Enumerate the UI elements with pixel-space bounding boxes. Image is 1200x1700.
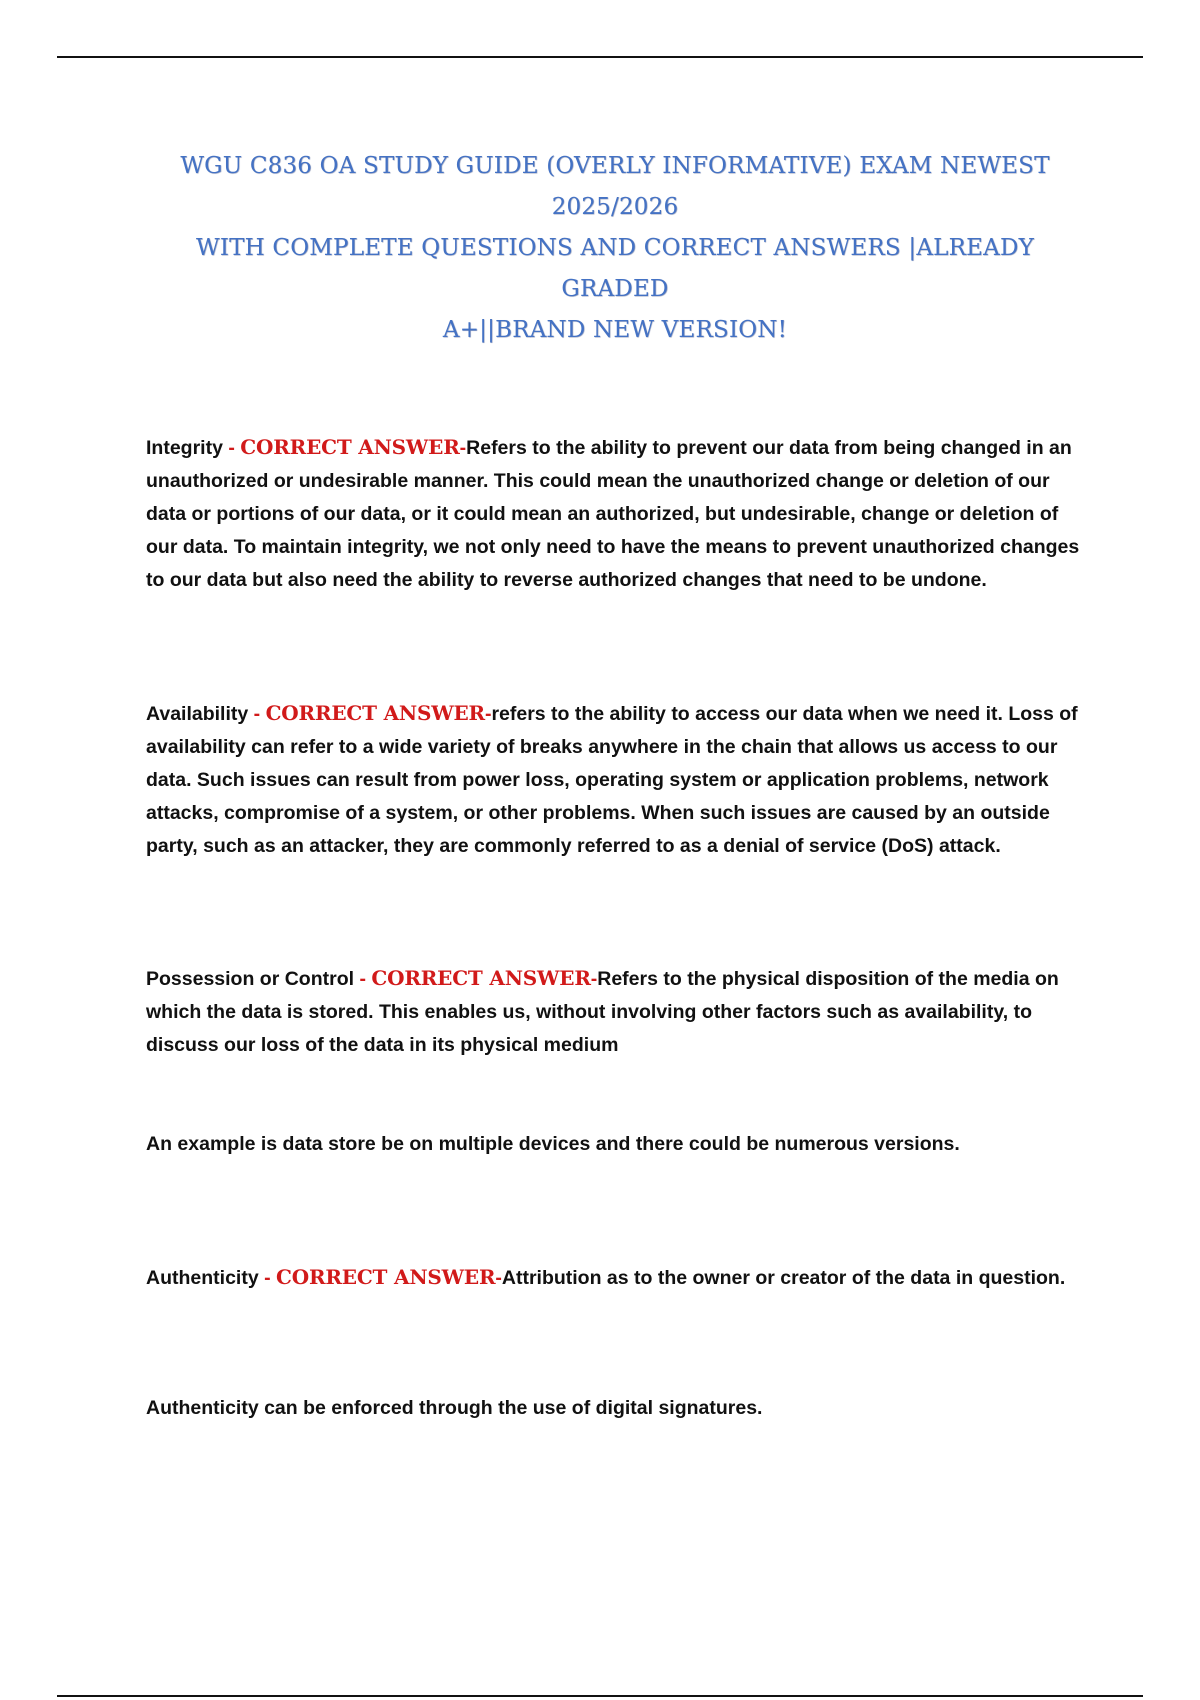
entry-definition: refers to the ability to access our data when we need it. Loss of availability can refer to a wide variety of breaks anywhere in the chain that allows us access to our data. Such issues can result from power loss, operating system or application problems, network attacks, compromise of a system, or other problems. When such issues are caused by an outside party, such as an attacker, they are commonly referred to as a denial of service (DoS) attack. xyxy=(146,703,1078,857)
answer-dash: - xyxy=(484,703,492,725)
entry-possession-or-control xyxy=(146,962,1086,1062)
entry-separator: - xyxy=(222,437,241,459)
entry-definition: Refers to the physical disposition of the media on which the data is stored. This enables us, without involving other factors such as availability, to discuss our loss of the data in its physical medium xyxy=(146,968,1059,1056)
note-authenticity: Authenticity can be enforced through the use of digital signatures. xyxy=(146,1397,763,1419)
entry-separator: - xyxy=(258,1267,277,1289)
correct-answer-tag: CORRECT ANSWER xyxy=(276,1265,496,1289)
entry-term: Integrity xyxy=(146,437,223,459)
answer-dash: - xyxy=(495,1267,502,1289)
entry-separator: - xyxy=(354,968,372,990)
entry-term: Availability xyxy=(146,703,249,725)
entry-definition: Refers to the ability to prevent our data from being changed in an unauthorized or undesirable manner. This could mean the unauthorized change or deletion of our data or portions of our data, or it could mean an authorized, but undesirable, change or deletion of our data. To maintain integrity, we not only need to have the means to prevent unauthorized changes to our data but also need the ability to reverse authorized changes that need to be undone. xyxy=(146,437,1080,591)
entry-term: Possession or Control xyxy=(146,968,355,990)
top-rule xyxy=(57,56,1143,58)
entry-separator: - xyxy=(248,703,266,725)
correct-answer-tag: CORRECT ANSWER xyxy=(240,435,460,459)
title-line-1: WGU C836 OA STUDY GUIDE (OVERLY INFORMATIVE) EXAM NEWEST 2025/2026 xyxy=(180,153,1050,220)
answer-dash: - xyxy=(459,437,467,459)
entry-term: Authenticity xyxy=(146,1267,259,1289)
bottom-rule xyxy=(57,1695,1143,1697)
answer-dash: - xyxy=(590,968,598,990)
entry-availability xyxy=(146,697,1086,863)
note-example: An example is data store be on multiple devices and there could be numerous versions. xyxy=(146,1133,960,1155)
correct-answer-tag: CORRECT ANSWER xyxy=(265,701,485,725)
document-title xyxy=(150,146,1080,351)
correct-answer-tag: CORRECT ANSWER xyxy=(371,966,591,990)
entry-definition: Attribution as to the owner or creator of the data in question. xyxy=(501,1267,1066,1289)
title-line-2: WITH COMPLETE QUESTIONS AND CORRECT ANSWERS |ALREADY GRADED xyxy=(196,235,1034,302)
entry-authenticity xyxy=(146,1261,1086,1295)
entry-integrity xyxy=(146,431,1086,597)
title-line-3: A+||BRAND NEW VERSION! xyxy=(442,317,788,343)
